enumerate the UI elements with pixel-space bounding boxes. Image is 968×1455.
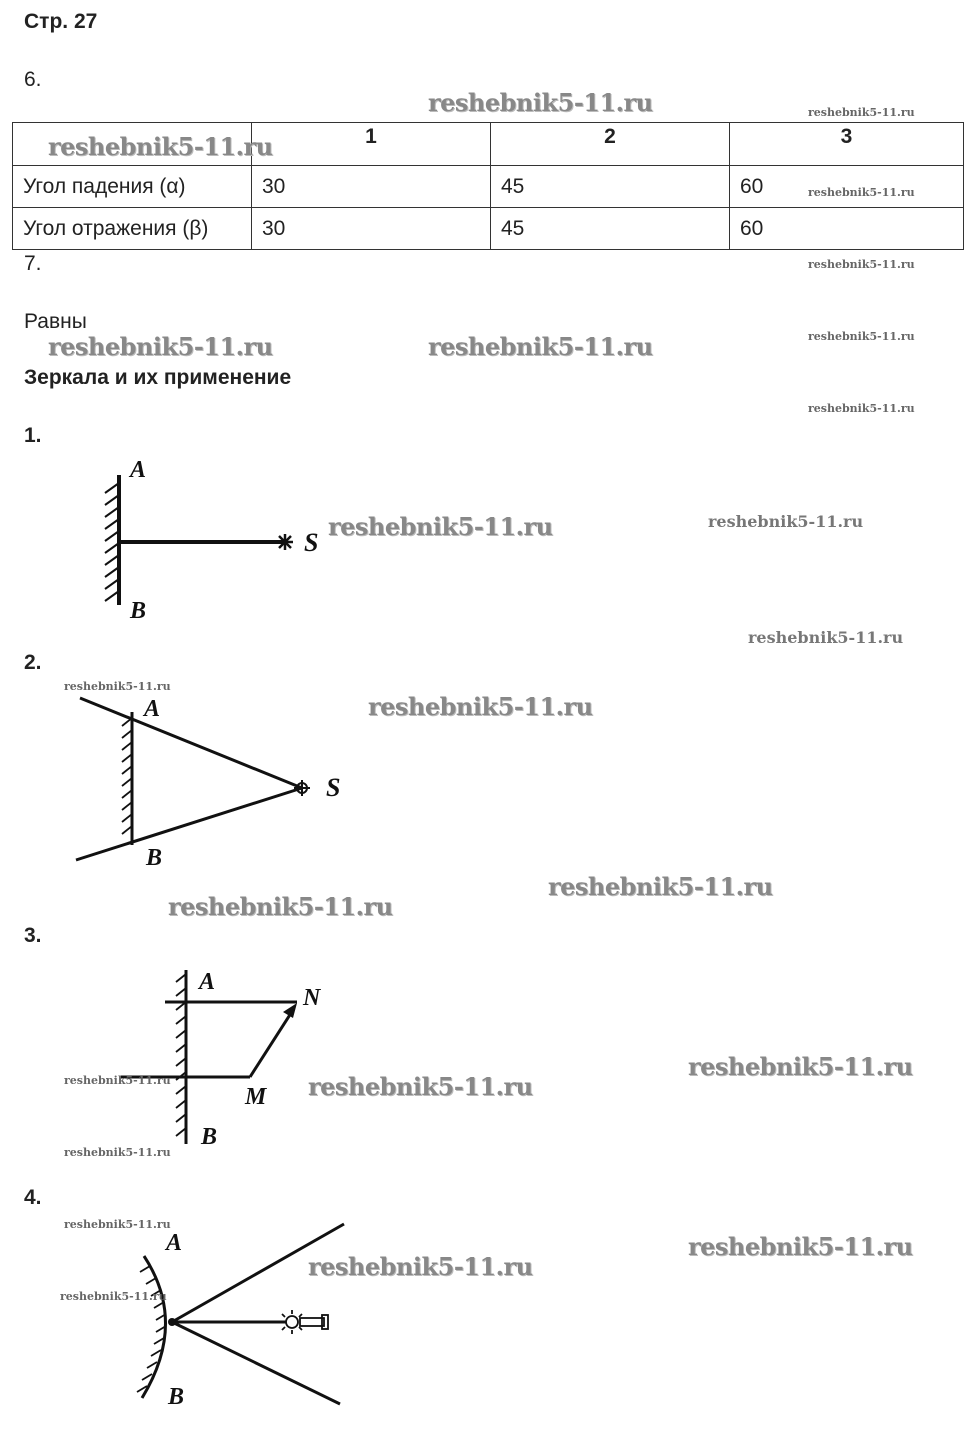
label-s: S [304,528,319,557]
table-row-label: Угол отражения (β) [13,208,252,250]
page-title: Стр. 27 [24,10,98,33]
watermark: reshebnik5-11.ru [48,332,273,361]
label-a: A [144,696,161,722]
figure-2-number: 2. [24,651,42,674]
light-source-icon [277,534,293,550]
figure-3-number: 3. [24,924,42,947]
label-a: A [130,457,147,483]
label-a: A [166,1230,183,1256]
label-n: N [303,985,321,1011]
label-b: B [168,1384,185,1410]
table-cell: 45 [491,166,730,208]
label-a: A [199,969,216,995]
section-title: Зеркала и их применение [24,366,292,389]
mirror-hatching [137,1266,166,1392]
label-b: B [201,1124,218,1150]
watermark: reshebnik5-11.ru [808,258,915,271]
label-m: M [245,1084,267,1110]
watermark: reshebnik5-11.ru [64,680,171,693]
watermark: reshebnik5-11.ru [548,872,773,901]
watermark: reshebnik5-11.ru [168,892,393,921]
watermark: reshebnik5-11.ru [308,1252,533,1281]
table-row [13,208,964,250]
watermark: reshebnik5-11.ru [428,332,653,361]
watermark: reshebnik5-11.ru [808,402,915,415]
watermark: reshebnik5-11.ru [64,1074,171,1087]
watermark: reshebnik5-11.ru [808,186,915,199]
label-b: B [146,845,163,871]
watermark: reshebnik5-11.ru [308,1072,533,1101]
focus-point [168,1318,176,1326]
watermark: reshebnik5-11.ru [428,88,653,117]
label-s: S [326,773,341,802]
watermark: reshebnik5-11.ru [708,512,864,531]
table-cell: 45 [491,208,730,250]
table-cell: 60 [730,208,964,250]
watermark: reshebnik5-11.ru [64,1218,171,1231]
figure-2-diagram [70,690,360,875]
watermark: reshebnik5-11.ru [808,106,915,119]
mirror-hatching [105,483,119,601]
task-7-number: 7. [24,252,42,275]
label-b: B [130,598,147,624]
watermark: reshebnik5-11.ru [60,1290,167,1303]
figure-4-diagram [128,1218,358,1413]
figure-1-number: 1. [24,424,42,447]
watermark: reshebnik5-11.ru [48,132,273,161]
figure-3-diagram [115,962,345,1157]
figure-1-diagram [90,455,340,630]
table-cell: 30 [252,208,491,250]
table-header-cell: 3 [730,123,964,166]
table-header-cell: 2 [491,123,730,166]
watermark: reshebnik5-11.ru [688,1052,913,1081]
task-6-number: 6. [24,68,42,91]
table-cell: 60 [730,166,964,208]
lamp-icon [282,1310,328,1334]
table-header-cell: 1 [252,123,491,166]
watermark: reshebnik5-11.ru [688,1232,913,1261]
watermark: reshebnik5-11.ru [808,330,915,343]
watermark: reshebnik5-11.ru [748,628,904,647]
task-7-answer: Равны [24,310,87,333]
watermark: reshebnik5-11.ru [328,512,553,541]
table-row-label: Угол падения (α) [13,166,252,208]
watermark: reshebnik5-11.ru [368,692,593,721]
light-source-icon [294,780,310,796]
arrow-head-icon [283,1003,297,1018]
figure-4-number: 4. [24,1186,42,1209]
watermark: reshebnik5-11.ru [64,1146,171,1159]
table-cell: 30 [252,166,491,208]
